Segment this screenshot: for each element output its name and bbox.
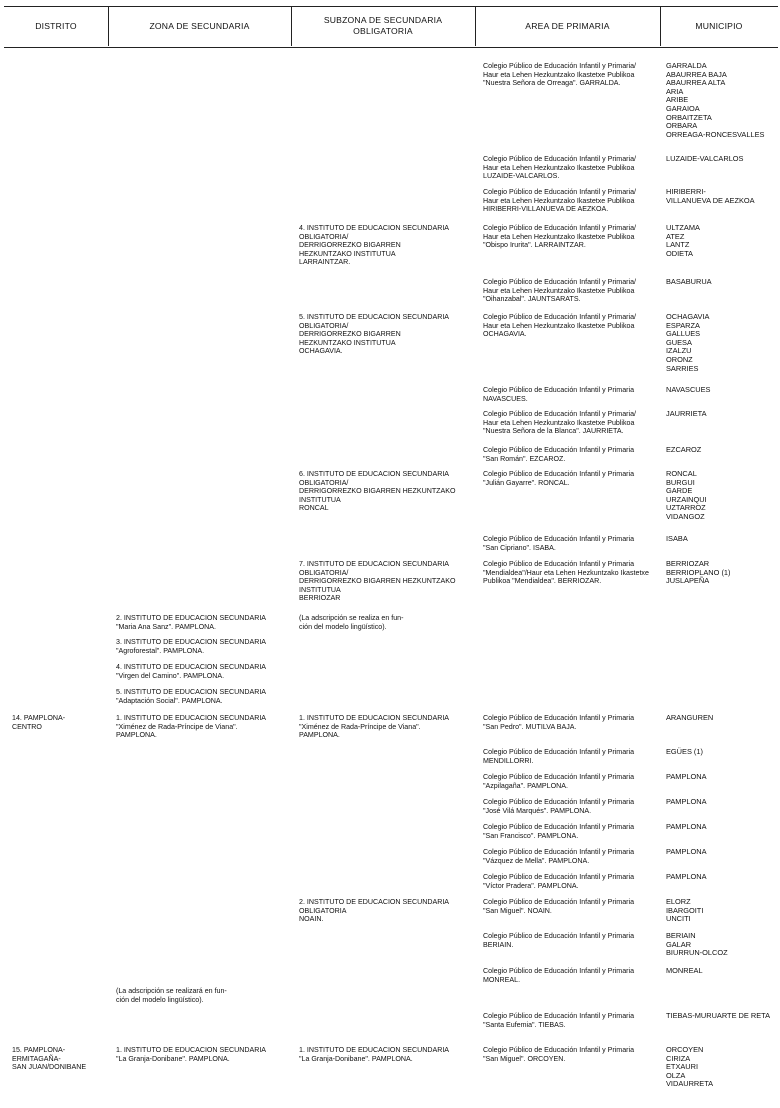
municipio-cell: JAURRIETA bbox=[666, 409, 707, 418]
zona-cell: 1. INSTITUTO DE EDUCACION SECUNDARIA "La Granja-Donibane". PAMPLONA. bbox=[116, 1046, 267, 1063]
area-cell: Colegio Público de Educación Infantil y Primaria "Víctor Pradera". PAMPLONA. bbox=[483, 873, 635, 890]
subzona-cell: 1. INSTITUTO DE EDUCACION SECUNDARIA "La Granja-Donibane". PAMPLONA. bbox=[299, 1046, 450, 1063]
municipio-cell: OCHAGAVIA ESPARZA GALLUES GUESA IZALZU ORONZ SARRIES bbox=[666, 312, 710, 373]
area-cell: Colegio Público de Educación Infantil y Primaria/ Haur eta Lehen Hezkuntzako Ikastetxe Publikoa "Nuestra Señora de Orreaga". GARRALDA. bbox=[483, 62, 636, 88]
municipio-cell: TIEBAS-MURUARTE DE RETA bbox=[666, 1011, 771, 1020]
subzona-cell: 1. INSTITUTO DE EDUCACION SECUNDARIA "Ximénez de Rada-Príncipe de Viana". PAMPLONA. bbox=[299, 714, 450, 740]
zona-cell: 4. INSTITUTO DE EDUCACION SECUNDARIA "Virgen del Camino". PAMPLONA. bbox=[116, 663, 267, 680]
municipio-cell: BERIAIN GALAR BIURRUN-OLCOZ bbox=[666, 931, 728, 958]
subzona-cell: 2. INSTITUTO DE EDUCACION SECUNDARIA OBLIGATORIA NOAIN. bbox=[299, 898, 450, 924]
subzona-cell: 5. INSTITUTO DE EDUCACION SECUNDARIA OBLIGATORIA/ DERRIGORREZKO BIGARREN HEZKUNTZAKO INSTITUTUA OCHAGAVIA. bbox=[299, 313, 450, 356]
zona-cell: 5. INSTITUTO DE EDUCACION SECUNDARIA "Adaptación Social". PAMPLONA. bbox=[116, 688, 267, 705]
municipio-cell: PAMPLONA bbox=[666, 872, 707, 881]
municipio-cell: ORCOYEN CIRIZA ETXAURI OLZA VIDAURRETA bbox=[666, 1045, 714, 1089]
area-cell: Colegio Público de Educación Infantil y Primaria "San Francisco". PAMPLONA. bbox=[483, 823, 635, 840]
distrito-cell: 15. PAMPLONA- ERMITAGAÑA- SAN JUAN/DONIBANE bbox=[12, 1046, 87, 1072]
municipio-cell: PAMPLONA bbox=[666, 797, 707, 806]
area-cell: Colegio Público de Educación Infantil y Primaria "Julián Gayarre". RONCAL. bbox=[483, 470, 635, 487]
zona-cell: 2. INSTITUTO DE EDUCACION SECUNDARIA "Maria Ana Sanz". PAMPLONA. bbox=[116, 614, 267, 631]
header-subzona: SUBZONA DE SECUNDARIA OBLIGATORIA bbox=[323, 15, 443, 36]
subzona-cell: (La adscripción se realiza en fun- ción del modelo lingüístico). bbox=[299, 614, 404, 631]
area-cell: Colegio Público de Educación Infantil y Primaria "San Román". EZCAROZ. bbox=[483, 446, 635, 463]
municipio-cell: PAMPLONA bbox=[666, 822, 707, 831]
municipio-cell: ARANGUREN bbox=[666, 713, 714, 722]
subzona-cell: 6. INSTITUTO DE EDUCACION SECUNDARIA OBLIGATORIA/ DERRIGORREZKO BIGARREN HEZKUNTZAKO INSTITUTUA RONCAL bbox=[299, 470, 456, 513]
area-cell: Colegio Público de Educación Infantil y Primaria/ Haur eta Lehen Hezkuntzako Ikastetxe Publikoa HIRIBERRI-VILLANUEVA DE AEZKOA. bbox=[483, 188, 636, 214]
area-cell: Colegio Público de Educación Infantil y Primaria MONREAL. bbox=[483, 967, 635, 984]
header-distrito: DISTRITO bbox=[35, 20, 77, 31]
area-cell: Colegio Público de Educación Infantil y Primaria/ Haur eta Lehen Hezkuntzako Ikastetxe Publikoa OCHAGAVIA. bbox=[483, 313, 636, 339]
area-cell: Colegio Público de Educación Infantil y Primaria/ Haur eta Lehen Hezkuntzako Ikastetxe Publikoa "Oihanzabal". JAUNTSARATS. bbox=[483, 278, 636, 304]
area-cell: Colegio Público de Educación Infantil y Primaria "San Pedro". MUTILVA BAJA. bbox=[483, 714, 635, 731]
municipio-cell: PAMPLONA bbox=[666, 847, 707, 856]
area-cell: Colegio Público de Educación Infantil y Primaria "Mendialdea"/Haur eta Lehen Hezkuntzako Ikastetxe Publikoa "Mendialdea". BERRIOZAR. bbox=[483, 560, 649, 586]
zona-cell: 3. INSTITUTO DE EDUCACION SECUNDARIA "Agroforestal". PAMPLONA. bbox=[116, 638, 267, 655]
area-cell: Colegio Público de Educación Infantil y Primaria "Vázquez de Mella". PAMPLONA. bbox=[483, 848, 635, 865]
area-cell: Colegio Público de Educación Infantil y Primaria "San Miguel". NOAIN. bbox=[483, 898, 635, 915]
area-cell: Colegio Público de Educación Infantil y Primaria "Santa Eufemia". TIEBAS. bbox=[483, 1012, 635, 1029]
municipio-cell: ELORZ IBARGOITI UNCITI bbox=[666, 897, 704, 924]
area-cell: Colegio Público de Educación Infantil y Primaria/ Haur eta Lehen Hezkuntzako Ikastetxe Publikoa LUZAIDE-VALCARLOS. bbox=[483, 155, 636, 181]
municipio-cell: BASABURUA bbox=[666, 277, 712, 286]
municipio-cell: GARRALDA ABAURREA BAJA ABAURREA ALTA ARIA ARIBE GARAIOA ORBAITZETA ORBARA ORREAGA-RONCESVALLES bbox=[666, 61, 765, 139]
distrito-cell: 14. PAMPLONA- CENTRO bbox=[12, 714, 66, 731]
zona-cell: 1. INSTITUTO DE EDUCACION SECUNDARIA "Ximénez de Rada-Príncipe de Viana". PAMPLONA. bbox=[116, 714, 267, 740]
municipio-cell: RONCAL BURGUI GARDE URZAINQUI UZTARROZ VIDANGOZ bbox=[666, 469, 707, 521]
municipio-cell: EGÜES (1) bbox=[666, 747, 703, 756]
area-cell: Colegio Público de Educación Infantil y Primaria/ Haur eta Lehen Hezkuntzako Ikastetxe Publikoa "Obispo Irurita". LARRAINTZAR. bbox=[483, 224, 636, 250]
area-cell: Colegio Público de Educación Infantil y Primaria "José Vilá Marqués". PAMPLONA. bbox=[483, 798, 635, 815]
header-area: AREA DE PRIMARIA bbox=[525, 20, 610, 31]
zona-cell: (La adscripción se realizará en fun- ción del modelo lingüístico). bbox=[116, 987, 227, 1004]
area-cell: Colegio Público de Educación Infantil y Primaria MENDILLORRI. bbox=[483, 748, 635, 765]
subzona-cell: 7. INSTITUTO DE EDUCACION SECUNDARIA OBLIGATORIA/ DERRIGORREZKO BIGARREN HEZKUNTZAKO INSTITUTUA BERRIOZAR bbox=[299, 560, 456, 603]
municipio-cell: EZCAROZ bbox=[666, 445, 702, 454]
area-cell: Colegio Público de Educación Infantil y Primaria "Azpilagaña". PAMPLONA. bbox=[483, 773, 635, 790]
municipio-cell: NAVASCUES bbox=[666, 385, 711, 394]
municipio-cell: MONREAL bbox=[666, 966, 703, 975]
area-cell: Colegio Público de Educación Infantil y Primaria/ Haur eta Lehen Hezkuntzako Ikastetxe Publikoa "Nuestra Señora de la Blanca". JAURRIETA. bbox=[483, 410, 636, 436]
municipio-cell: ISABA bbox=[666, 534, 688, 543]
municipio-cell: LUZAIDE-VALCARLOS bbox=[666, 154, 744, 163]
header-zona: ZONA DE SECUNDARIA bbox=[149, 20, 250, 31]
municipio-cell: ULTZAMA ATEZ LANTZ ODIETA bbox=[666, 223, 700, 258]
municipio-cell: HIRIBERRI- VILLANUEVA DE AEZKOA bbox=[666, 187, 755, 205]
area-cell: Colegio Público de Educación Infantil y Primaria BERIAIN. bbox=[483, 932, 635, 949]
municipio-cell: PAMPLONA bbox=[666, 772, 707, 781]
area-cell: Colegio Público de Educación Infantil y Primaria "San Cipriano". ISABA. bbox=[483, 535, 635, 552]
header-municipio: MUNICIPIO bbox=[695, 20, 743, 31]
area-cell: Colegio Público de Educación Infantil y Primaria NAVASCUES. bbox=[483, 386, 635, 403]
municipio-cell: BERRIOZAR BERRIOPLANO (1) JUSLAPEÑA bbox=[666, 559, 731, 586]
area-cell: Colegio Público de Educación Infantil y Primaria "San Miguel". ORCOYEN. bbox=[483, 1046, 635, 1063]
subzona-cell: 4. INSTITUTO DE EDUCACION SECUNDARIA OBLIGATORIA/ DERRIGORREZKO BIGARREN HEZKUNTZAKO INSTITUTUA LARRAINTZAR. bbox=[299, 224, 450, 267]
